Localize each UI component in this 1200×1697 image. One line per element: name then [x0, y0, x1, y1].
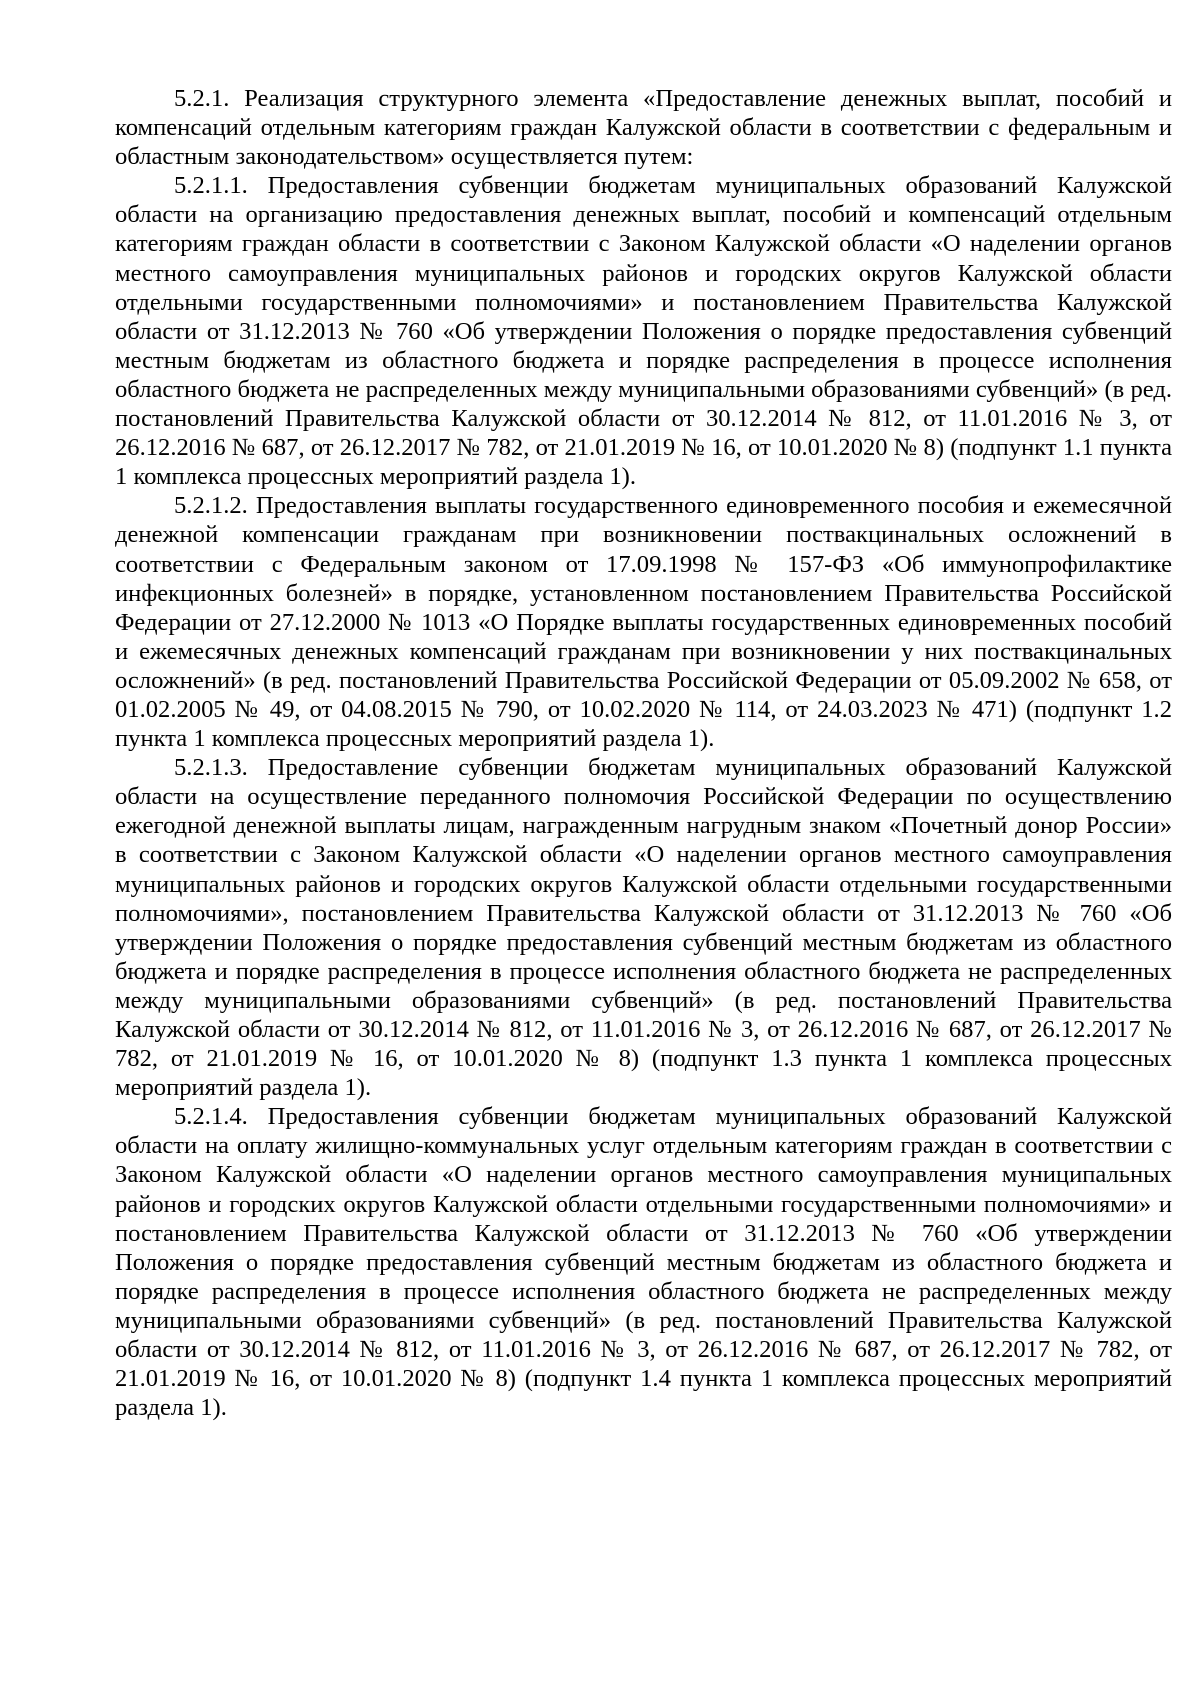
document-page: [115, 84, 1172, 1422]
paragraph-5-2-1-4: 5.2.1.4. Предоставления субвенции бюджетам муниципальных образований Калужской области на оплату жилищно-коммунальных услуг отдельным категориям граждан в соответствии с Законом Калужской области «О наделении органов местного самоуправления муниципальных районов и городских округов Калужской области отдельными государственными полномочиями» и постановлением Правительства Калужской области от 31.12.2013 № 760 «Об утверждении Положения о порядке предоставления субвенций местным бюджетам из областного бюджета и порядке распределения в процессе исполнения областного бюджета не распределенных между муниципальными образованиями субвенций» (в ред. постановлений Правительства Калужской области от 30.12.2014 № 812, от 11.01.2016 № 3, от 26.12.2016 № 687, от 26.12.2017 № 782, от 21.01.2019 № 16, от 10.01.2020 № 8) (подпункт 1.4 пункта 1 комплекса процессных мероприятий раздела 1).: [115, 1103, 1172, 1422]
paragraph-5-2-1-1: 5.2.1.1. Предоставления субвенции бюджетам муниципальных образований Калужской области на организацию предоставления денежных выплат, пособий и компенсаций отдельным категориям граждан области в соответствии с Законом Калужской области «О наделении органов местного самоуправления муниципальных районов и городских округов Калужской области отдельными государственными полномочиями» и постановлением Правительства Калужской области от 31.12.2013 № 760 «Об утверждении Положения о порядке предоставления субвенций местным бюджетам из областного бюджета и порядке распределения в процессе исполнения областного бюджета не распределенных между муниципальными образованиями субвенций» (в ред. постановлений Правительства Калужской области от 30.12.2014 № 812, от 11.01.2016 № 3, от 26.12.2016 № 687, от 26.12.2017 № 782, от 21.01.2019 № 16, от 10.01.2020 № 8) (подпункт 1.1 пункта 1 комплекса процессных мероприятий раздела 1).: [115, 172, 1172, 491]
paragraph-5-2-1: 5.2.1. Реализация структурного элемента «Предоставление денежных выплат, пособий и компенсаций отдельным категориям граждан Калужской области в соответствии с федеральным и областным законодательством» осуществляется путем:: [115, 85, 1172, 171]
paragraph-5-2-1-3: 5.2.1.3. Предоставление субвенции бюджетам муниципальных образований Калужской области на осуществление переданного полномочия Российской Федерации по осуществлению ежегодной денежной выплаты лицам, награжденным нагрудным знаком «Почетный донор России» в соответствии с Законом Калужской области «О наделении органов местного самоуправления муниципальных районов и городских округов Калужской области отдельными государственными полномочиями», постановлением Правительства Калужской области от 31.12.2013 № 760 «Об утверждении Положения о порядке предоставления субвенций местным бюджетам из областного бюджета и порядке распределения в процессе исполнения областного бюджета не распределенных между муниципальными образованиями субвенций» (в ред. постановлений Правительства Калужской области от 30.12.2014 № 812, от 11.01.2016 № 3, от 26.12.2016 № 687, от 26.12.2017 № 782, от 21.01.2019 № 16, от 10.01.2020 № 8) (подпункт 1.3 пункта 1 комплекса процессных мероприятий раздела 1).: [115, 754, 1172, 1102]
paragraph-5-2-1-2: 5.2.1.2. Предоставления выплаты государственного единовременного пособия и ежемесячной денежной компенсации гражданам при возникновении поствакцинальных осложнений в соответствии с Федеральным законом от 17.09.1998 № 157-ФЗ «Об иммунопрофилактике инфекционных болезней» в порядке, установленном постановлением Правительства Российской Федерации от 27.12.2000 № 1013 «О Порядке выплаты государственных единовременных пособий и ежемесячных денежных компенсаций гражданам при возникновении у них поствакцинальных осложнений» (в ред. постановлений Правительства Российской Федерации от 05.09.2002 № 658, от 01.02.2005 № 49, от 04.08.2015 № 790, от 10.02.2020 № 114, от 24.03.2023 № 471) (подпункт 1.2 пункта 1 комплекса процессных мероприятий раздела 1).: [115, 492, 1172, 753]
